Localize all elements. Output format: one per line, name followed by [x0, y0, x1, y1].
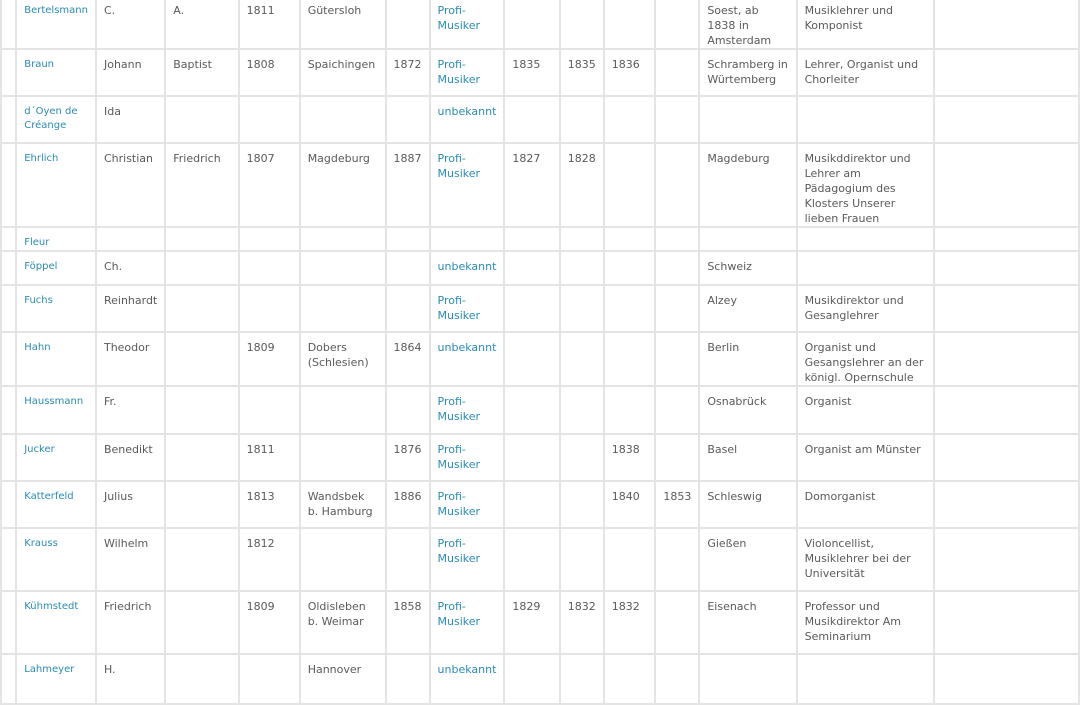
year-3-cell [604, 143, 656, 227]
year-1-cell [504, 285, 559, 332]
row-gutter [1, 591, 16, 654]
status-link[interactable]: Profi- Musiker [430, 386, 505, 434]
year-3-cell: 1840 [604, 481, 656, 528]
birth-year-cell: 1809 [239, 332, 300, 386]
surname-link[interactable]: Braun [16, 49, 96, 96]
row-gutter [1, 285, 16, 332]
middle-name-cell [165, 591, 238, 654]
row-gutter [1, 481, 16, 528]
place-of-work-cell: Alzey [699, 285, 796, 332]
birth-year-cell: 1808 [239, 49, 300, 96]
year-3-cell [604, 332, 656, 386]
year-2-cell: 1832 [560, 591, 604, 654]
table-row [1, 143, 1079, 227]
place-of-work-cell [699, 227, 796, 251]
place-of-work-cell: Basel [699, 434, 796, 481]
row-gutter [1, 49, 16, 96]
empty-cell [934, 332, 1079, 386]
year-2-cell [560, 654, 604, 704]
place-of-work-cell [699, 96, 796, 143]
year-4-cell [655, 251, 699, 285]
surname-link[interactable]: Katterfeld [16, 481, 96, 528]
profession-cell: Lehrer, Organist und Chorleiter [797, 49, 935, 96]
profession-cell: Organist und Gesangslehrer an der königl. Opernschule [797, 332, 935, 386]
birth-year-cell [239, 654, 300, 704]
empty-cell [934, 591, 1079, 654]
year-1-cell [504, 96, 559, 143]
profession-cell: Organist [797, 386, 935, 434]
year-2-cell [560, 386, 604, 434]
middle-name-cell [165, 528, 238, 591]
first-name-cell: Julius [96, 481, 165, 528]
year-4-cell [655, 654, 699, 704]
first-name-cell: Theodor [96, 332, 165, 386]
first-name-cell: Benedikt [96, 434, 165, 481]
year-4-cell [655, 143, 699, 227]
row-gutter [1, 0, 16, 49]
birth-year-cell [239, 386, 300, 434]
year-4-cell [655, 49, 699, 96]
birthplace-cell: Magdeburg [300, 143, 386, 227]
table-row [1, 332, 1079, 386]
birth-year-cell: 1807 [239, 143, 300, 227]
birth-year-cell: 1809 [239, 591, 300, 654]
row-gutter [1, 434, 16, 481]
empty-cell [934, 285, 1079, 332]
middle-name-cell: Baptist [165, 49, 238, 96]
row-gutter [1, 332, 16, 386]
death-year-cell [386, 227, 430, 251]
empty-cell [934, 143, 1079, 227]
first-name-cell: Ida [96, 96, 165, 143]
year-4-cell [655, 386, 699, 434]
year-1-cell: 1835 [504, 49, 559, 96]
place-of-work-cell: Gießen [699, 528, 796, 591]
empty-cell [934, 654, 1079, 704]
surname-link[interactable]: d´Oyen de Créange [16, 96, 96, 143]
status-link[interactable]: Profi- Musiker [430, 434, 505, 481]
year-4-cell [655, 528, 699, 591]
row-gutter [1, 96, 16, 143]
empty-cell [934, 49, 1079, 96]
table-row [1, 49, 1079, 96]
first-name-cell: Ch. [96, 251, 165, 285]
surname-link[interactable]: Krauss [16, 528, 96, 591]
status-link[interactable]: Profi- Musiker [430, 285, 505, 332]
row-gutter [1, 251, 16, 285]
death-year-cell [386, 285, 430, 332]
year-3-cell [604, 285, 656, 332]
table-row [1, 528, 1079, 591]
year-3-cell [604, 251, 656, 285]
middle-name-cell [165, 481, 238, 528]
first-name-cell [96, 227, 165, 251]
year-2-cell [560, 285, 604, 332]
surname-link[interactable]: Ehrlich [16, 143, 96, 227]
place-of-work-cell: Schleswig [699, 481, 796, 528]
year-2-cell [560, 528, 604, 591]
year-4-cell [655, 332, 699, 386]
first-name-cell: Friedrich [96, 591, 165, 654]
empty-cell [934, 481, 1079, 528]
year-2-cell [560, 332, 604, 386]
table-row [1, 96, 1079, 143]
place-of-work-cell [699, 654, 796, 704]
death-year-cell [386, 0, 430, 49]
surname-link[interactable]: Hahn [16, 332, 96, 386]
empty-cell [934, 528, 1079, 591]
profession-cell: Violoncellist, Musiklehrer bei der Universität [797, 528, 935, 591]
year-2-cell [560, 227, 604, 251]
year-3-cell [604, 96, 656, 143]
middle-name-cell [165, 285, 238, 332]
year-2-cell [560, 96, 604, 143]
status-link [430, 227, 505, 251]
death-year-cell: 1887 [386, 143, 430, 227]
birthplace-cell [300, 96, 386, 143]
year-4-cell: 1853 [655, 481, 699, 528]
profession-cell [797, 251, 935, 285]
death-year-cell [386, 528, 430, 591]
place-of-work-cell: Magdeburg [699, 143, 796, 227]
death-year-cell: 1886 [386, 481, 430, 528]
status-link[interactable]: Profi- Musiker [430, 0, 505, 49]
table-row [1, 386, 1079, 434]
first-name-cell: C. [96, 0, 165, 49]
empty-cell [934, 96, 1079, 143]
birth-year-cell [239, 251, 300, 285]
empty-cell [934, 0, 1079, 49]
year-3-cell [604, 386, 656, 434]
year-3-cell: 1838 [604, 434, 656, 481]
year-1-cell [504, 481, 559, 528]
empty-cell [934, 386, 1079, 434]
middle-name-cell [165, 332, 238, 386]
profession-cell [797, 227, 935, 251]
status-link[interactable]: unbekannt [430, 96, 505, 143]
status-link[interactable]: unbekannt [430, 332, 505, 386]
surname-link[interactable]: Haussmann [16, 386, 96, 434]
empty-cell [934, 251, 1079, 285]
surname-link[interactable]: Föppel [16, 251, 96, 285]
place-of-work-cell: Osnabrück [699, 386, 796, 434]
year-1-cell [504, 434, 559, 481]
middle-name-cell: A. [165, 0, 238, 49]
death-year-cell [386, 386, 430, 434]
year-3-cell [604, 0, 656, 49]
death-year-cell: 1864 [386, 332, 430, 386]
birthplace-cell: Gütersloh [300, 0, 386, 49]
birth-year-cell [239, 285, 300, 332]
profession-cell: Professor und Musikdirektor Am Seminarium [797, 591, 935, 654]
first-name-cell: Reinhardt [96, 285, 165, 332]
table-row [1, 251, 1079, 285]
death-year-cell [386, 654, 430, 704]
death-year-cell [386, 251, 430, 285]
death-year-cell: 1876 [386, 434, 430, 481]
year-2-cell: 1828 [560, 143, 604, 227]
birthplace-cell [300, 528, 386, 591]
surname-link[interactable]: Kühmstedt [16, 591, 96, 654]
table-row [1, 591, 1079, 654]
place-of-work-cell: Berlin [699, 332, 796, 386]
profession-cell: Domorganist [797, 481, 935, 528]
year-3-cell: 1836 [604, 49, 656, 96]
middle-name-cell [165, 96, 238, 143]
year-3-cell [604, 528, 656, 591]
year-1-cell: 1829 [504, 591, 559, 654]
birth-year-cell [239, 227, 300, 251]
middle-name-cell [165, 386, 238, 434]
table-row [1, 434, 1079, 481]
profession-cell: Musikddirektor und Lehrer am Pädagogium des Klosters Unserer lieben Frauen [797, 143, 935, 227]
first-name-cell: Johann [96, 49, 165, 96]
year-4-cell [655, 285, 699, 332]
year-2-cell [560, 434, 604, 481]
year-3-cell: 1832 [604, 591, 656, 654]
status-link[interactable]: Profi- Musiker [430, 528, 505, 591]
middle-name-cell: Friedrich [165, 143, 238, 227]
middle-name-cell [165, 227, 238, 251]
year-2-cell [560, 251, 604, 285]
profession-cell: Organist am Münster [797, 434, 935, 481]
first-name-cell: Fr. [96, 386, 165, 434]
birthplace-cell [300, 386, 386, 434]
row-gutter [1, 528, 16, 591]
surname-link[interactable]: Fleur [16, 227, 96, 251]
birthplace-cell [300, 227, 386, 251]
table-row [1, 481, 1079, 528]
row-gutter [1, 386, 16, 434]
year-3-cell [604, 227, 656, 251]
status-link[interactable]: unbekannt [430, 251, 505, 285]
middle-name-cell [165, 434, 238, 481]
table-row [1, 227, 1079, 251]
table-row [1, 0, 1079, 49]
death-year-cell: 1872 [386, 49, 430, 96]
year-4-cell [655, 434, 699, 481]
year-1-cell [504, 227, 559, 251]
place-of-work-cell: Schramberg in Würtemberg [699, 49, 796, 96]
birthplace-cell [300, 285, 386, 332]
death-year-cell: 1858 [386, 591, 430, 654]
year-4-cell [655, 591, 699, 654]
birth-year-cell: 1811 [239, 0, 300, 49]
year-2-cell [560, 0, 604, 49]
row-gutter [1, 654, 16, 704]
year-1-cell [504, 654, 559, 704]
birth-year-cell [239, 96, 300, 143]
birthplace-cell [300, 434, 386, 481]
year-2-cell [560, 481, 604, 528]
profession-cell [797, 96, 935, 143]
first-name-cell: Christian [96, 143, 165, 227]
empty-cell [934, 434, 1079, 481]
surname-link[interactable]: Bertelsmann [16, 0, 96, 49]
profession-cell: Musiklehrer und Komponist [797, 0, 935, 49]
year-1-cell [504, 332, 559, 386]
row-gutter [1, 227, 16, 251]
first-name-cell: H. [96, 654, 165, 704]
year-4-cell [655, 96, 699, 143]
status-link[interactable]: Profi- Musiker [430, 49, 505, 96]
year-3-cell [604, 654, 656, 704]
surname-link[interactable]: Jucker [16, 434, 96, 481]
table-row [1, 285, 1079, 332]
year-2-cell: 1835 [560, 49, 604, 96]
table-row [1, 654, 1079, 704]
birthplace-cell: Wandsbek b. Hamburg [300, 481, 386, 528]
year-1-cell [504, 0, 559, 49]
row-gutter [1, 143, 16, 227]
status-link[interactable]: Profi- Musiker [430, 143, 505, 227]
birthplace-cell: Dobers (Schlesien) [300, 332, 386, 386]
year-4-cell [655, 0, 699, 49]
year-1-cell [504, 528, 559, 591]
first-name-cell: Wilhelm [96, 528, 165, 591]
death-year-cell [386, 96, 430, 143]
place-of-work-cell: Schweiz [699, 251, 796, 285]
year-4-cell [655, 227, 699, 251]
year-1-cell [504, 251, 559, 285]
birth-year-cell: 1811 [239, 434, 300, 481]
place-of-work-cell: Soest, ab 1838 in Amsterdam [699, 0, 796, 49]
status-link[interactable]: Profi- Musiker [430, 591, 505, 654]
place-of-work-cell: Eisenach [699, 591, 796, 654]
birth-year-cell: 1813 [239, 481, 300, 528]
middle-name-cell [165, 251, 238, 285]
status-link[interactable]: Profi- Musiker [430, 481, 505, 528]
empty-cell [934, 227, 1079, 251]
middle-name-cell [165, 654, 238, 704]
surname-link[interactable]: Fuchs [16, 285, 96, 332]
year-1-cell: 1827 [504, 143, 559, 227]
birthplace-cell: Spaichingen [300, 49, 386, 96]
profession-cell [797, 654, 935, 704]
birthplace-cell: Oldisleben b. Weimar [300, 591, 386, 654]
status-link[interactable]: unbekannt [430, 654, 505, 704]
profession-cell: Musikdirektor und Gesanglehrer [797, 285, 935, 332]
birthplace-cell: Hannover [300, 654, 386, 704]
birth-year-cell: 1812 [239, 528, 300, 591]
surname-link[interactable]: Lahmeyer [16, 654, 96, 704]
birthplace-cell [300, 251, 386, 285]
year-1-cell [504, 386, 559, 434]
